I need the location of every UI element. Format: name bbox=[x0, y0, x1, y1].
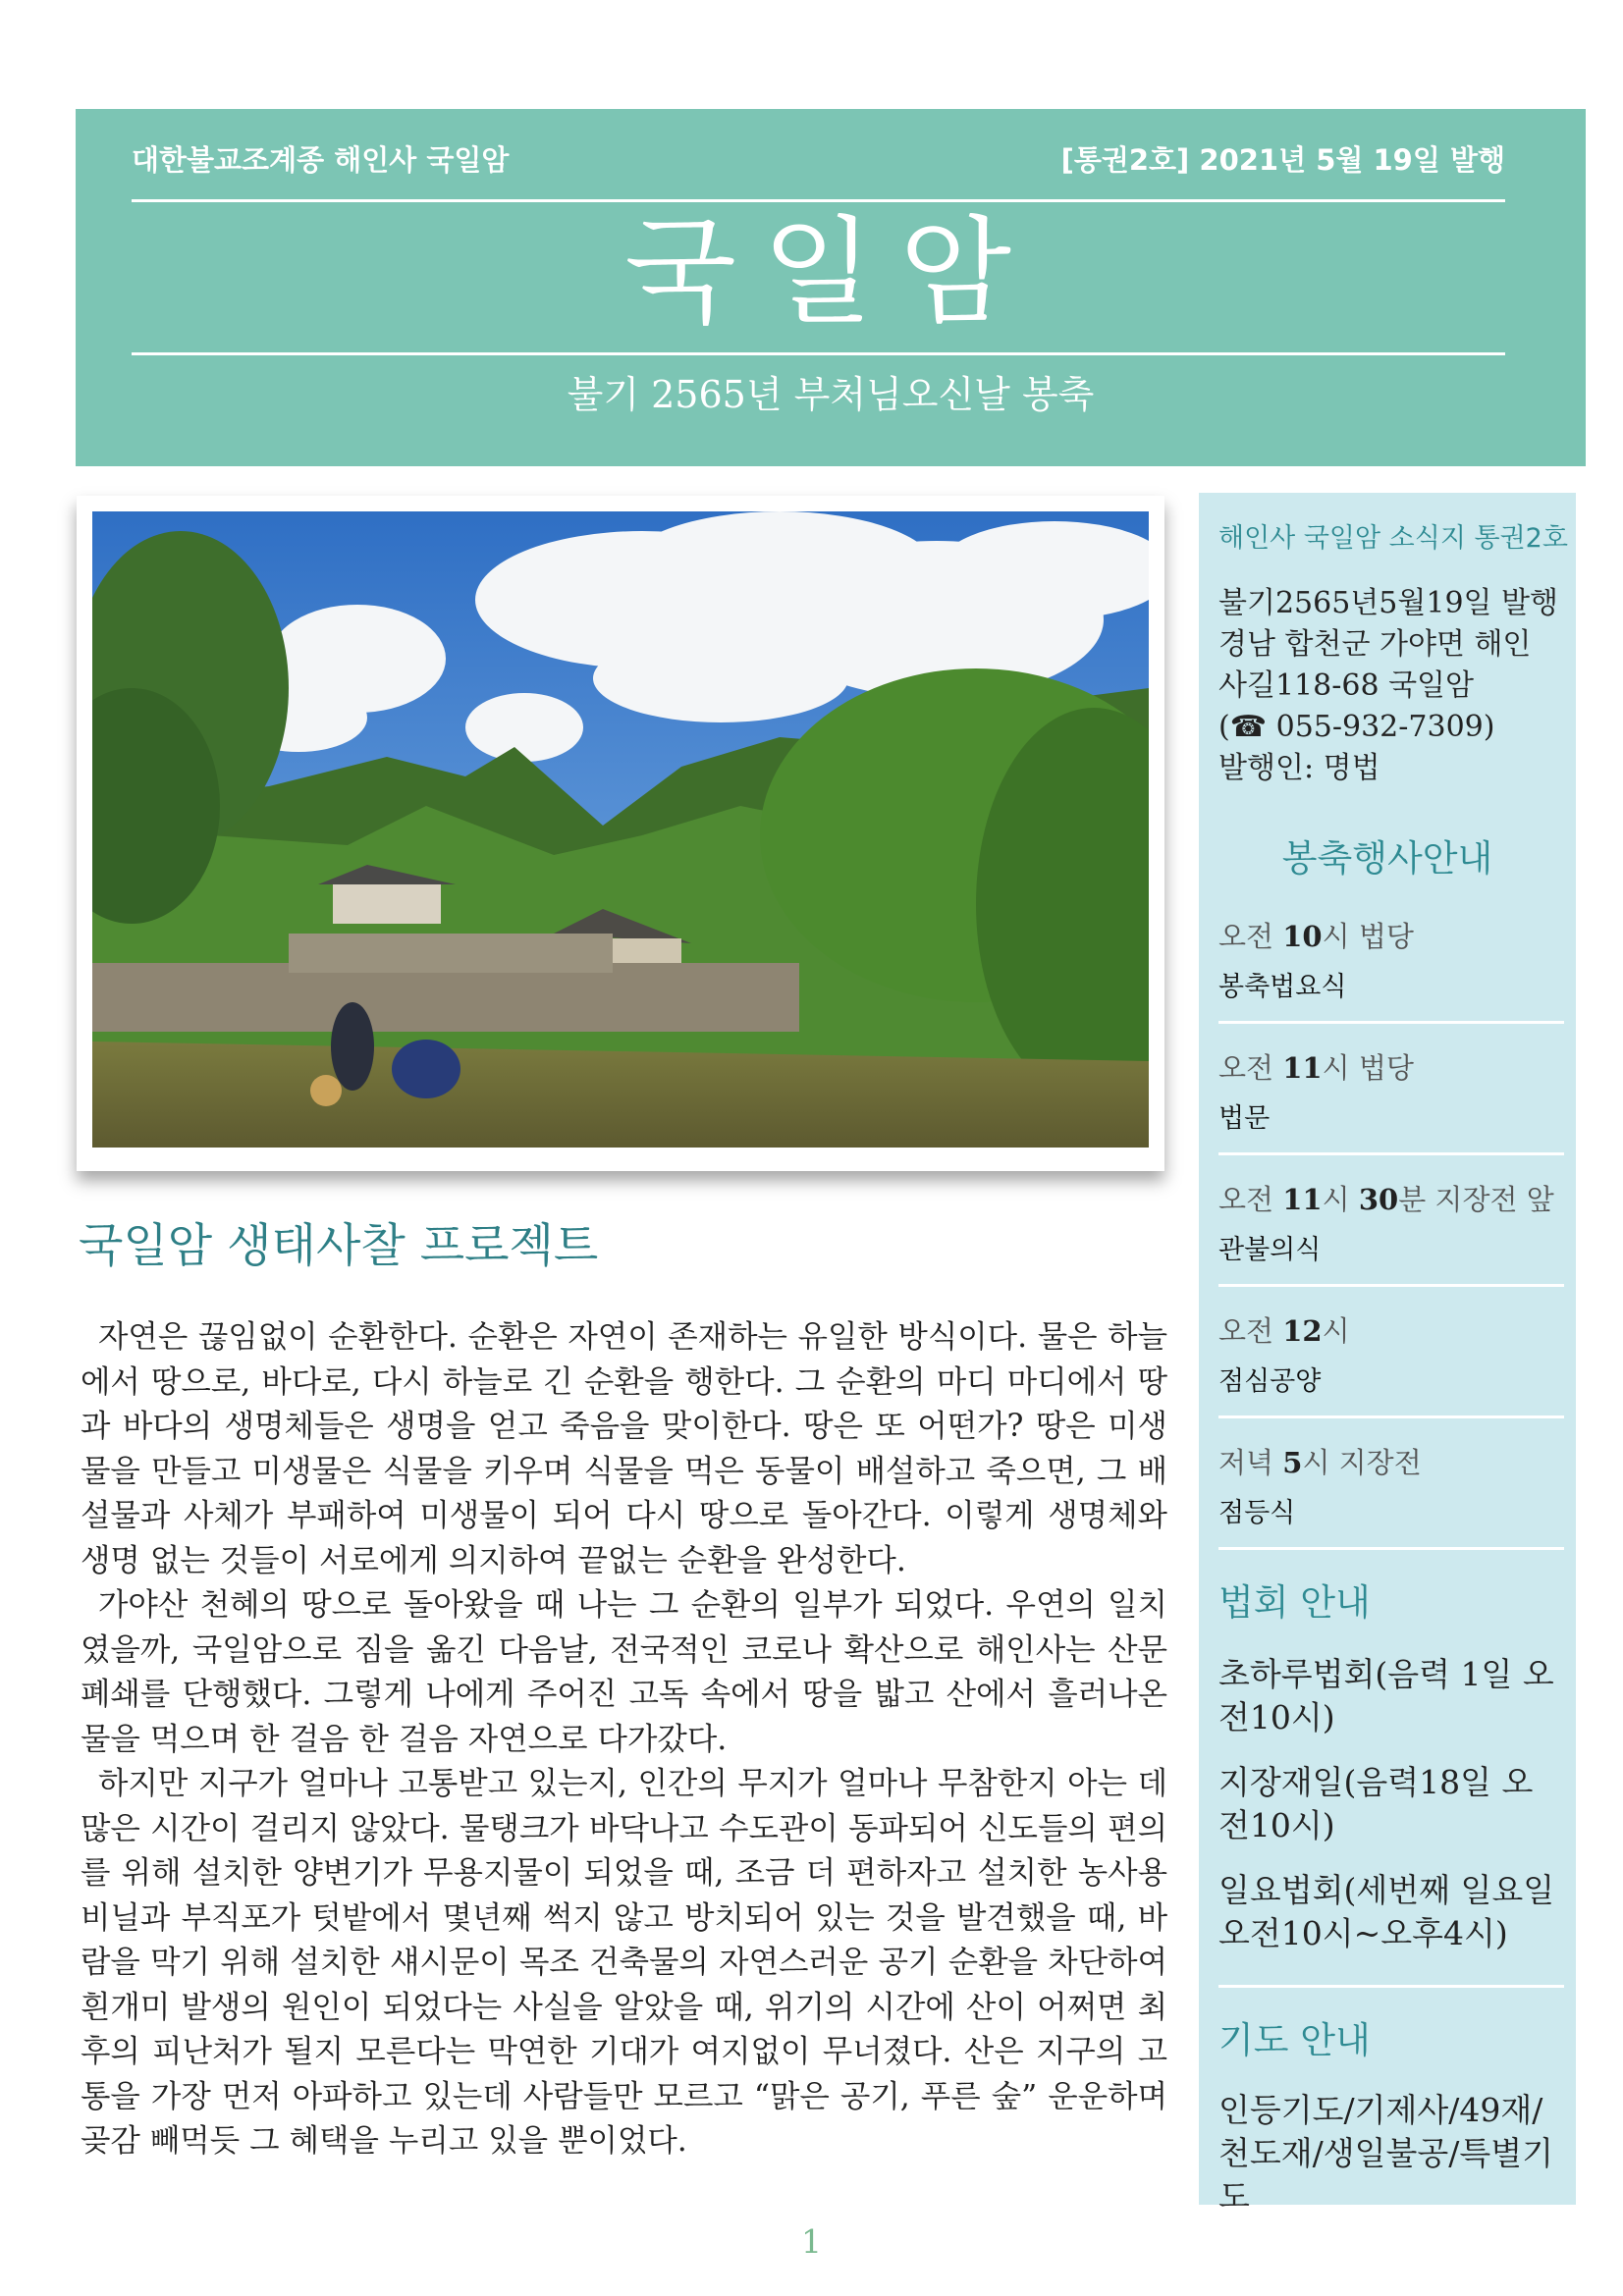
article-body bbox=[81, 1315, 1167, 2164]
divider bbox=[1218, 1284, 1564, 1287]
dharma-item: 지장재일(음력18일 오전10시) bbox=[1218, 1763, 1534, 1844]
issue-info: [통권2호] 2021년 5월 19일 발행 bbox=[1060, 143, 1505, 177]
masthead-top-row bbox=[132, 138, 1505, 179]
event-name: 점등식 bbox=[1218, 1498, 1296, 1528]
dharma-item: 초하루법회(음력 1일 오전10시) bbox=[1218, 1655, 1554, 1736]
address-line-2: 사길118-68 국일암 bbox=[1218, 668, 1475, 703]
masthead-divider-top bbox=[132, 199, 1505, 202]
prayer-list: 인등기도/기제사/49재/천도재/생일불공/특별기도 bbox=[1218, 2091, 1554, 2216]
event-item bbox=[1218, 1441, 1562, 1529]
event-name: 점심공양 bbox=[1218, 1366, 1322, 1397]
publisher: 발행인: 명법 bbox=[1218, 751, 1380, 785]
article-paragraph: 하지만 지구가 얼마나 고통받고 있는지, 인간의 무지가 얼마나 무참한지 아는 데 많은 시간이 걸리지 않았다. 물탱크가 바닥나고 수도관이 동파되어 신도들의 편의를 위해 설치한 양변기가 무용지물이 되었을 때, 조금 더 편하자고 설치한 농사용 비닐과 부직포가 텃밭에서 몇년째 썩지 않고 방치되어 있는 것을 발견했을 때, 바람을 막기 위해 설치한 섀시문이 목조 건축물의 자연스러운 공기 순환을 차단하여 흰개미 발생의 원인이 되었다는 사실을 알았을 때, 위기의 시간에 산이 어쩌면 최후의 피난처가 될지 모른다는 막연한 기대가 여지없이 무너졌다. 산은 지구의 고통을 가장 먼저 아파하고 있는데 사람들만 모르고 “맑은 공기, 푸른 숲” 운운하며 곶감 빼먹듯 그 혜택을 누리고 있을 뿐이었다. bbox=[81, 1766, 1167, 2159]
publication-date: 불기2565년5월19일 발행 bbox=[1218, 586, 1559, 620]
event-item bbox=[1218, 1309, 1562, 1398]
event-time: 오전 12시 bbox=[1218, 1314, 1350, 1348]
dharma-title: 법회 안내 bbox=[1218, 1581, 1371, 1624]
event-time: 오전 10시 법당 bbox=[1218, 920, 1414, 953]
event-name: 관불의식 bbox=[1218, 1235, 1322, 1265]
divider bbox=[1218, 1547, 1564, 1550]
dharma-item: 일요법회(세번째 일요일 오전10시~오후4시) bbox=[1218, 1871, 1555, 1952]
publication-info bbox=[1218, 583, 1558, 789]
event-time: 오전 11시 30분 지장전 앞 bbox=[1218, 1183, 1554, 1216]
event-name: 봉축법요식 bbox=[1218, 972, 1347, 1002]
temple-photo-frame bbox=[77, 496, 1164, 1171]
page-number: 1 bbox=[801, 2222, 822, 2261]
sidebar bbox=[1199, 493, 1576, 2216]
prayer-title: 기도 안내 bbox=[1218, 2019, 1371, 2061]
masthead bbox=[76, 109, 1586, 466]
divider bbox=[1218, 1152, 1564, 1155]
masthead-divider-bottom bbox=[132, 352, 1505, 355]
event-name: 법문 bbox=[1218, 1103, 1271, 1134]
event-item bbox=[1218, 1178, 1562, 1266]
event-time: 저녁 5시 지장전 bbox=[1218, 1446, 1422, 1479]
divider bbox=[1218, 1415, 1564, 1418]
event-item bbox=[1218, 915, 1562, 1003]
article-paragraph: 가야산 천혜의 땅으로 돌아왔을 때 나는 그 순환의 일부가 되었다. 우연의 일치였을까, 국일암으로 짐을 옮긴 다음날, 전국적인 코로나 확산으로 해인사는 산문폐쇄를 단행했다. 그렇게 나에게 주어진 고독 속에서 땅을 밟고 산에서 흘러나온 물을 먹으며 한 걸음 한 걸음 자연으로 다가갔다. bbox=[81, 1587, 1167, 1757]
temple-photo bbox=[92, 511, 1149, 1148]
article-paragraph: 자연은 끊임없이 순환한다. 순환은 자연이 존재하는 유일한 방식이다. 물은 하늘에서 땅으로, 바다로, 다시 하늘로 긴 순환을 행한다. 그 순환의 마디 마디에서 땅과 바다의 생명체들은 생명을 얻고 죽음을 맞이한다. 땅은 또 어떤가? 땅은 미생물을 만들고 미생물은 식물을 키우며 식물을 먹은 동물이 배설하고 죽으면, 그 배설물과 사체가 부패하여 미생물이 되어 다시 땅으로 돌아간다. 이렇게 생명체와 생명 없는 것들이 서로에게 의지하여 끝없는 순환을 완성한다. bbox=[81, 1319, 1167, 1578]
address-line-1: 경남 합천군 가야면 해인 bbox=[1218, 627, 1532, 662]
newsletter-title: 국일암 bbox=[624, 204, 1037, 340]
sidebar-heading: 해인사 국일암 소식지 통권2호 bbox=[1218, 523, 1568, 554]
event-item bbox=[1218, 1046, 1562, 1135]
divider bbox=[1218, 1021, 1564, 1024]
divider bbox=[1218, 1985, 1564, 1988]
newsletter-subtitle: 불기 2565년 부처님오신날 봉축 bbox=[567, 373, 1095, 416]
event-time: 오전 11시 법당 bbox=[1218, 1051, 1414, 1085]
article-title: 국일암 생태사찰 프로젝트 bbox=[79, 1219, 599, 1273]
phone-number: (☎ 055-932-7309) bbox=[1218, 710, 1495, 744]
publisher-name: 대한불교조계종 해인사 국일암 bbox=[132, 143, 510, 177]
events-title: 봉축행사안내 bbox=[1281, 837, 1493, 880]
